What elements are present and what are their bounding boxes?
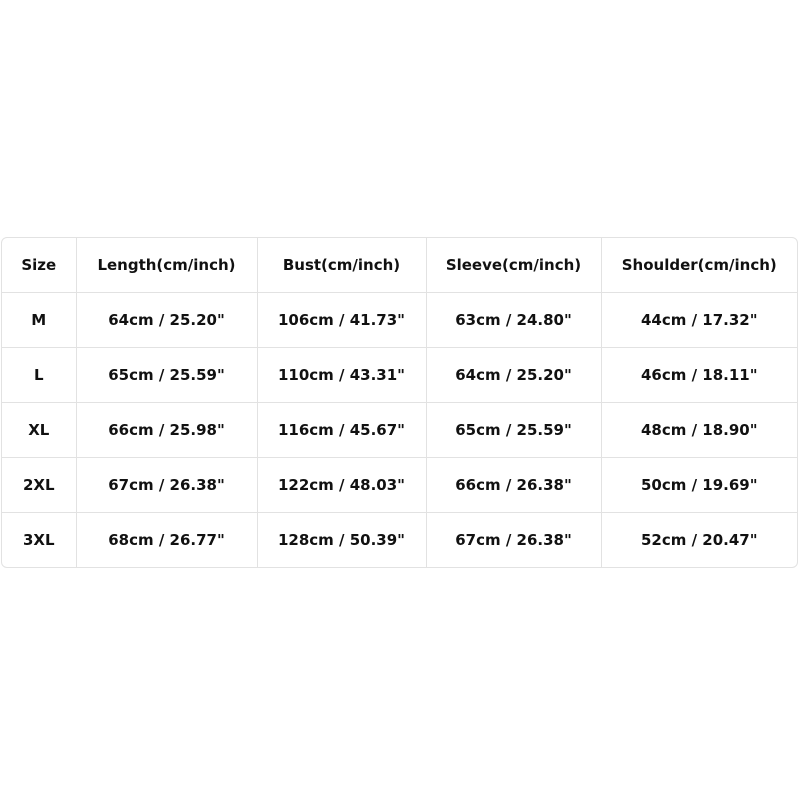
table-row xyxy=(2,348,797,403)
cell-length: 67cm / 26.38" xyxy=(76,458,257,513)
cell-bust: 106cm / 41.73" xyxy=(257,293,426,348)
size-chart xyxy=(1,237,798,568)
cell-shoulder: 48cm / 18.90" xyxy=(601,403,797,458)
header-row xyxy=(2,238,797,293)
cell-sleeve: 65cm / 25.59" xyxy=(426,403,601,458)
cell-size: M xyxy=(2,293,76,348)
cell-length: 66cm / 25.98" xyxy=(76,403,257,458)
header-sleeve: Sleeve(cm/inch) xyxy=(426,238,601,293)
cell-size: L xyxy=(2,348,76,403)
cell-sleeve: 64cm / 25.20" xyxy=(426,348,601,403)
header-size: Size xyxy=(2,238,76,293)
table-row xyxy=(2,513,797,568)
cell-bust: 116cm / 45.67" xyxy=(257,403,426,458)
cell-sleeve: 66cm / 26.38" xyxy=(426,458,601,513)
header-shoulder: Shoulder(cm/inch) xyxy=(601,238,797,293)
header-length: Length(cm/inch) xyxy=(76,238,257,293)
cell-shoulder: 52cm / 20.47" xyxy=(640,531,758,549)
cell-size: 2XL xyxy=(2,458,76,513)
cell-length: 65cm / 25.59" xyxy=(76,348,257,403)
cell-bust: 128cm / 50.39" xyxy=(257,513,426,568)
cell-shoulder: 50cm / 19.69" xyxy=(601,458,797,513)
size-chart-table xyxy=(2,238,797,567)
cell-shoulder: 44cm / 17.32" xyxy=(601,293,797,348)
cell-sleeve: 67cm / 26.38" xyxy=(426,513,601,568)
header-bust: Bust(cm/inch) xyxy=(257,238,426,293)
cell-bust: 122cm / 48.03" xyxy=(257,458,426,513)
table-row xyxy=(2,458,797,513)
table-row xyxy=(2,403,797,458)
cell-sleeve: 63cm / 24.80" xyxy=(426,293,601,348)
cell-length: 64cm / 25.20" xyxy=(76,293,257,348)
table-row xyxy=(2,293,797,348)
cell-length: 68cm / 26.77" xyxy=(76,513,257,568)
cell-shoulder: 46cm / 18.11" xyxy=(601,348,797,403)
cell-size: XL xyxy=(2,403,76,458)
cell-size: 3XL xyxy=(2,513,76,568)
cell-bust: 110cm / 43.31" xyxy=(257,348,426,403)
